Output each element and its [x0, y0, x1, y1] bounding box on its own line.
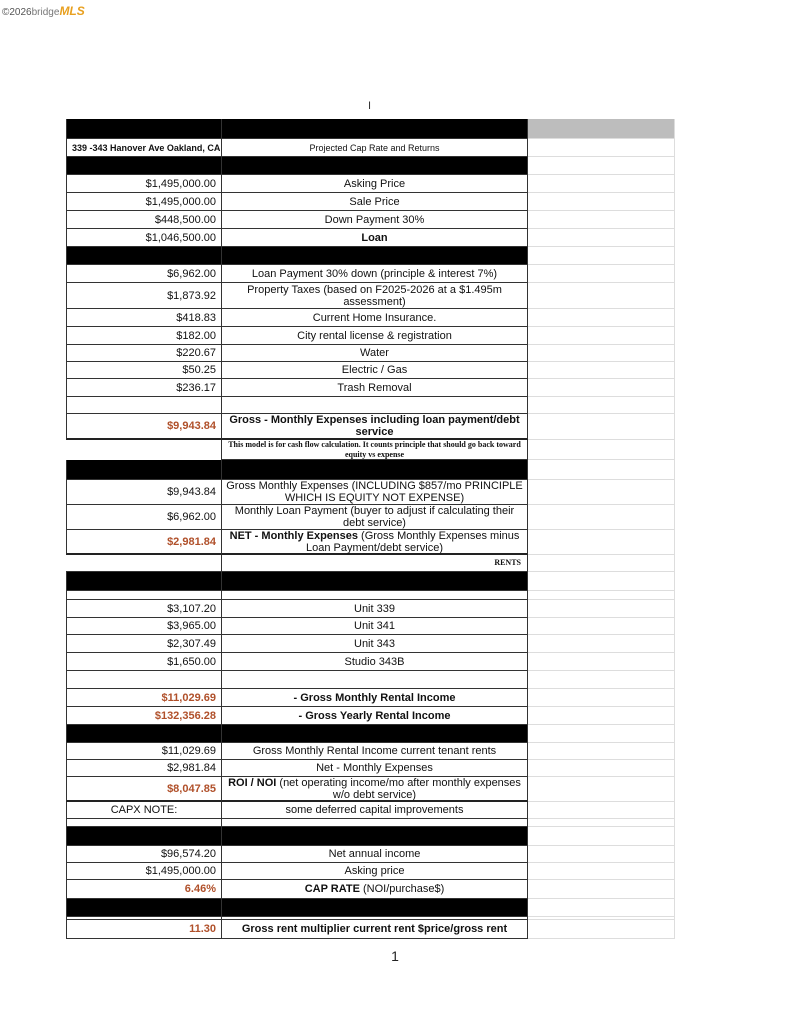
- section-divider: [66, 899, 675, 917]
- down-payment-label: Down Payment 30%: [222, 211, 528, 229]
- text-cursor-mark: I: [368, 100, 372, 112]
- unit-339-label: Unit 339: [222, 600, 528, 618]
- cap-asking-price-value: $1,495,000.00: [66, 863, 222, 880]
- spreadsheet-row: [66, 635, 675, 653]
- unit-343-rent: $2,307.49: [66, 635, 222, 653]
- spreadsheet-row: [66, 530, 675, 555]
- noi-gross-rental-value: $11,029.69: [66, 743, 222, 760]
- trash-label: Trash Removal: [222, 379, 528, 397]
- loan-payment-label: Loan Payment 30% down (principle & interest 7%): [222, 265, 528, 283]
- unit-341-label: Unit 341: [222, 618, 528, 635]
- gross-monthly-expenses-value: $9,943.84: [66, 480, 222, 505]
- capx-note-text: some deferred capital improvements: [222, 802, 528, 819]
- cap-rate-spreadsheet: [66, 119, 675, 939]
- gross-monthly-rental-value: $11,029.69: [66, 689, 222, 707]
- monthly-loan-payment-label: Monthly Loan Payment (buyer to adjust if calculating their debt service): [222, 505, 528, 530]
- spreadsheet-row: [66, 743, 675, 760]
- blank-row: [66, 671, 675, 689]
- bridgemls-logo: [2, 4, 85, 18]
- trash-value: $236.17: [66, 379, 222, 397]
- loan-label: Loan: [222, 229, 528, 247]
- gross-monthly-rental-label: - Gross Monthly Rental Income: [222, 689, 528, 707]
- loan-payment-value: $6,962.00: [66, 265, 222, 283]
- spreadsheet-row: [66, 175, 675, 193]
- spreadsheet-row: [66, 193, 675, 211]
- unit-341-rent: $3,965.00: [66, 618, 222, 635]
- noi-net-expenses-value: $2,981.84: [66, 760, 222, 777]
- water-value: $220.67: [66, 345, 222, 362]
- gross-expenses-label: Gross - Monthly Expenses including loan payment/debt service: [222, 414, 528, 440]
- rental-license-label: City rental license & registration: [222, 327, 528, 345]
- spreadsheet-row: [66, 777, 675, 802]
- capx-note-label: CAPX NOTE:: [66, 802, 222, 819]
- noi-gross-rental-label: Gross Monthly Rental Income current tenant rents: [222, 743, 528, 760]
- insurance-label: Current Home Insurance.: [222, 309, 528, 327]
- property-taxes-label: Property Taxes (based on F2025-2026 at a $1.495m assessment): [222, 283, 528, 309]
- property-address: 339 -343 Hanover Ave Oakland, CA: [66, 139, 222, 157]
- spreadsheet-row: [66, 283, 675, 309]
- electric-gas-label: Electric / Gas: [222, 362, 528, 379]
- spreadsheet-row: [66, 211, 675, 229]
- spreadsheet-row: [66, 379, 675, 397]
- noi-title: ROI / NOI: [228, 776, 277, 789]
- grm-label: Gross rent multiplier current rent $price/gross rent: [222, 920, 528, 939]
- net-monthly-expenses-value: $2,981.84: [66, 530, 222, 555]
- spreadsheet-row: [66, 600, 675, 618]
- title-row: [66, 139, 675, 157]
- spreadsheet-row: [66, 414, 675, 440]
- spreadsheet-row: [66, 689, 675, 707]
- blank-row: [66, 591, 675, 600]
- down-payment-value: $448,500.00: [66, 211, 222, 229]
- property-taxes-value: $1,873.92: [66, 283, 222, 309]
- electric-gas-value: $50.25: [66, 362, 222, 379]
- unit-343-label: Unit 343: [222, 635, 528, 653]
- spreadsheet-row: [66, 920, 675, 939]
- asking-price-value: $1,495,000.00: [66, 175, 222, 193]
- blank-row: [66, 397, 675, 414]
- model-note: This model is for cash flow calculation. It counts principle that should go back toward equity vs expense: [222, 440, 528, 460]
- gross-expenses-value: $9,943.84: [66, 414, 222, 440]
- spreadsheet-row: [66, 707, 675, 725]
- section-divider: [66, 157, 675, 175]
- logo-copyright: ©2026: [2, 7, 32, 18]
- noi-value: $8,047.85: [66, 777, 222, 802]
- page-number: 1: [391, 948, 399, 964]
- unit-339-rent: $3,107.20: [66, 600, 222, 618]
- cap-rate-value: 6.46%: [66, 880, 222, 899]
- section-divider: [66, 460, 675, 480]
- spreadsheet-row: [66, 653, 675, 671]
- rents-label: RENTS: [222, 555, 528, 572]
- spreadsheet-row: [66, 229, 675, 247]
- spreadsheet-row: [66, 618, 675, 635]
- insurance-value: $418.83: [66, 309, 222, 327]
- cap-rate-detail: (NOI/purchase$): [359, 883, 445, 895]
- gross-monthly-expenses-label: Gross Monthly Expenses (INCLUDING $857/mo PRINCIPLE WHICH IS EQUITY NOT EXPENSE): [222, 480, 528, 505]
- sale-price-value: $1,495,000.00: [66, 193, 222, 211]
- monthly-loan-payment-value: $6,962.00: [66, 505, 222, 530]
- section-divider: [66, 725, 675, 743]
- cap-rate-label: [222, 880, 528, 899]
- noi-detail: (net operating income/mo after monthly expenses w/o debt service): [276, 776, 521, 801]
- blank-row: [66, 819, 675, 827]
- spreadsheet-row: [66, 480, 675, 505]
- logo-brand: bridge: [31, 7, 60, 18]
- section-divider: [66, 247, 675, 265]
- water-label: Water: [222, 345, 528, 362]
- net-monthly-expenses-label: [222, 530, 528, 555]
- spreadsheet-row: [66, 327, 675, 345]
- gross-yearly-rental-value: $132,356.28: [66, 707, 222, 725]
- section-divider: [66, 572, 675, 591]
- sale-price-label: Sale Price: [222, 193, 528, 211]
- asking-price-label: Asking Price: [222, 175, 528, 193]
- net-monthly-expenses-detail: (Gross Monthly Expenses minus Loan Payment/debt service): [306, 529, 520, 554]
- studio-343b-label: Studio 343B: [222, 653, 528, 671]
- section-divider: [66, 827, 675, 846]
- cap-rate-title: CAP RATE: [304, 883, 360, 895]
- spreadsheet-row: [66, 760, 675, 777]
- net-monthly-expenses-title: NET - Monthly Expenses: [229, 529, 358, 542]
- net-annual-income-label: Net annual income: [222, 846, 528, 863]
- spreadsheet-row: [66, 880, 675, 899]
- noi-net-expenses-label: Net - Monthly Expenses: [222, 760, 528, 777]
- net-annual-income-value: $96,574.20: [66, 846, 222, 863]
- spreadsheet-row: [66, 846, 675, 863]
- capx-row: [66, 802, 675, 819]
- spreadsheet-row: [66, 309, 675, 327]
- sheet-subtitle: Projected Cap Rate and Returns: [222, 139, 528, 157]
- spreadsheet-row: [66, 362, 675, 379]
- spreadsheet-row: [66, 265, 675, 283]
- spreadsheet-row: [66, 505, 675, 530]
- loan-value: $1,046,500.00: [66, 229, 222, 247]
- logo-mls: MLS: [59, 4, 85, 18]
- cap-asking-price-label: Asking price: [222, 863, 528, 880]
- spreadsheet-row: [66, 345, 675, 362]
- rents-row: [66, 555, 675, 572]
- note-row: [66, 440, 675, 460]
- grm-value: 11.30: [66, 920, 222, 939]
- gross-yearly-rental-label: - Gross Yearly Rental Income: [222, 707, 528, 725]
- studio-343b-rent: $1,650.00: [66, 653, 222, 671]
- spreadsheet-row: [66, 863, 675, 880]
- noi-label: [222, 777, 528, 802]
- header-black-row: [66, 119, 675, 139]
- rental-license-value: $182.00: [66, 327, 222, 345]
